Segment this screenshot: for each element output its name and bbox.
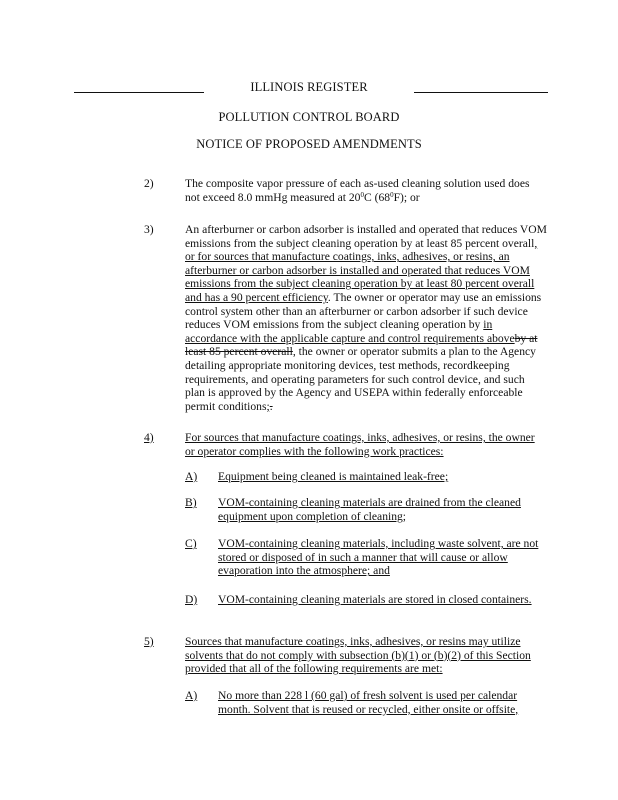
item-4b-text: VOM-containing cleaning materials are drained from the cleaned equipment upon completion of cleaning; <box>218 496 521 523</box>
item-4d-number: D) <box>185 593 198 606</box>
item-3-number: 3) <box>144 223 154 236</box>
item-4b-number: B) <box>185 496 197 509</box>
item-5-number: 5) <box>144 635 154 648</box>
item-4a-text: Equipment being cleaned is maintained leak-free; <box>218 470 449 483</box>
item-4c-number: C) <box>185 537 197 550</box>
inserted-text: ; <box>266 399 270 413</box>
item-4-text: For sources that manufacture coatings, inks, adhesives, or resins, the owner or operator complies with the following work practices: <box>185 431 535 458</box>
inserted-text: , or for sources that manufacture coatings, inks, adhesives, or resins, an afterburner or carbon adsorber is installed and operated that reduces VOM emissions from the subject cleaning operation by at least 80 percent overall and has a 90 percent efficiency <box>185 236 538 304</box>
deleted-text: . <box>269 399 273 413</box>
item-4c-text: VOM-containing cleaning materials, including waste solvent, are not stored or disposed of in such a manner that will cause or allow evaporation into the atmosphere; and <box>218 537 539 578</box>
item-4-number: 4) <box>144 431 154 444</box>
item-3-text: An afterburner or carbon adsorber is installed and operated that reduces VOM emissions from the subject cleaning operation by at least 85 percent overall, or for sources that manufacture coatings, inks, adhesives, or resins, an afterburner or carbon adsorber is installed and operated that reduces VOM emissions from the subject cleaning operation by at least 80 percent overall and has a 90 percent efficiency. The owner or operator may use an emissions control system other than an afterburner or carbon adsorber if such device reduces VOM emissions from the subject cleaning operation by in accordance with the applicable capture and control requirements aboveby at least 85 percent overall, the owner or operator submits a plan to the Agency detailing appropriate monitoring devices, test methods, recordkeeping requirements, and operating parameters for such control device, and such plan is approved by the Agency and USEPA within federally enforceable permit conditions;. <box>185 223 547 413</box>
board-title: POLLUTION CONTROL BOARD <box>218 110 400 124</box>
notice-title: NOTICE OF PROPOSED AMENDMENTS <box>196 137 422 151</box>
item-2-text: The composite vapor pressure of each as-used cleaning solution used does not exceed 8.0 mmHg measured at $20^0C$ $(68^0F)$; or <box>185 177 530 204</box>
register-title: ILLINOIS REGISTER <box>250 80 368 94</box>
item-2-number: 2) <box>144 177 154 190</box>
item-4a-number: A) <box>185 470 198 483</box>
item-4d-text: VOM-containing cleaning materials are stored in closed containers. <box>218 593 532 606</box>
deleted-text: by at least 85 percent overall <box>185 331 538 359</box>
item-5a-text: No more than 228 l (60 gal) of fresh solvent is used per calendar month. Solvent that is reused or recycled, either onsite or offsite, <box>218 689 519 716</box>
item-5-text: Sources that manufacture coatings, inks, adhesives, or resins may utilize solvents that do not comply with subsection (b)(1) or (b)(2) of this Section provided that all of the following requirements are met: <box>185 635 531 676</box>
inserted-text: in accordance with the applicable capture and control requirements above <box>185 318 515 345</box>
item-5a-number: A) <box>185 689 198 702</box>
